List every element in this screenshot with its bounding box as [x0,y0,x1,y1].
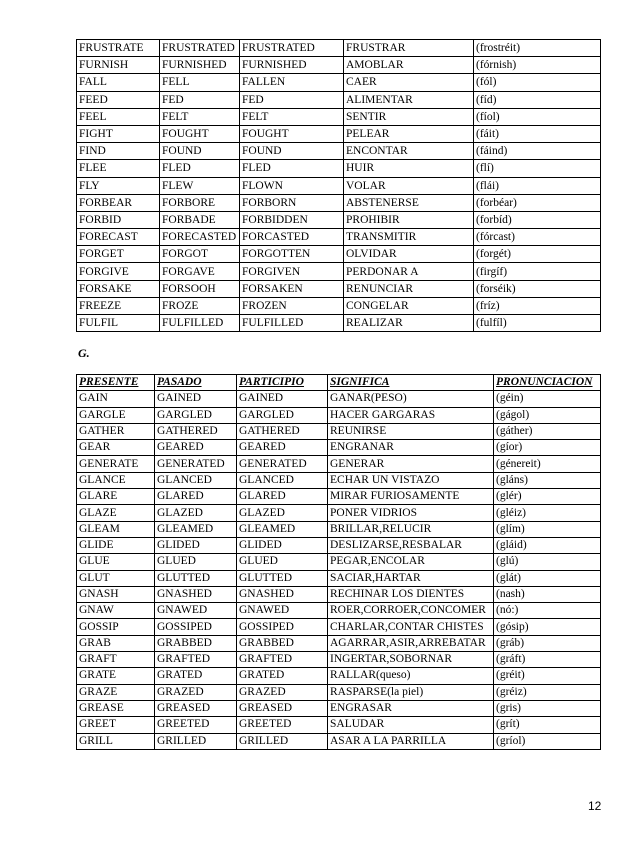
participle-cell: FURNISHED [240,57,344,74]
pronunciation-cell: (gráb) [494,635,601,651]
past-cell: FED [160,91,240,108]
pronunciation-cell: (nash) [494,586,601,602]
past-cell: GRAZED [155,684,237,700]
table-row [77,74,601,91]
pronunciation-cell: (firgíf) [474,263,601,280]
present-cell: GLIDE [77,537,155,553]
present-cell: GOSSIP [77,619,155,635]
table-header-row [77,375,601,391]
present-cell: GRATE [77,668,155,684]
present-cell: GLUT [77,570,155,586]
table-row [77,263,601,280]
meaning-cell: AMOBLAR [344,57,474,74]
meaning-cell: ENCONTAR [344,143,474,160]
present-cell: FRUSTRATE [77,40,160,57]
participle-cell: FORCASTED [240,229,344,246]
pronunciation-cell: (forbíd) [474,211,601,228]
participle-cell: FORGOTTEN [240,246,344,263]
pronunciation-cell: (gréit) [494,668,601,684]
meaning-cell: CAER [344,74,474,91]
past-cell: GRATED [155,668,237,684]
present-cell: GNAW [77,603,155,619]
table-row [77,489,601,505]
meaning-cell: PONER VIDRIOS [328,505,494,521]
pronunciation-cell: (frostréit) [474,40,601,57]
meaning-cell: RALLAR(queso) [328,668,494,684]
table-row [77,440,601,456]
present-cell: GRILL [77,733,155,749]
table-row [77,160,601,177]
present-cell: FULFIL [77,315,160,332]
participle-cell: FLED [240,160,344,177]
past-cell: FOUND [160,143,240,160]
past-cell: GRABBED [155,635,237,651]
past-cell: FURNISHED [160,57,240,74]
pronunciation-cell: (nó:) [494,603,601,619]
meaning-cell: OLVIDAR [344,246,474,263]
pronunciation-cell: (grít) [494,717,601,733]
table-row [77,297,601,314]
table-row [77,570,601,586]
pronunciation-cell: (fíol) [474,108,601,125]
participle-cell: FLOWN [240,177,344,194]
pronunciation-cell: (glér) [494,489,601,505]
participle-cell: GLEAMED [237,521,328,537]
pronunciation-cell: (fáind) [474,143,601,160]
meaning-cell: INGERTAR,SOBORNAR [328,652,494,668]
past-cell: FLEW [160,177,240,194]
pronunciation-cell: (gríol) [494,733,601,749]
meaning-cell: ENGRANAR [328,440,494,456]
present-cell: GLARE [77,489,155,505]
present-cell: GLEAM [77,521,155,537]
past-cell: FORBADE [160,211,240,228]
table-row [77,57,601,74]
past-cell: GLAZED [155,505,237,521]
participle-cell: GENERATED [237,456,328,472]
past-cell: FORGOT [160,246,240,263]
participle-cell: FOUGHT [240,125,344,142]
participle-cell: FED [240,91,344,108]
past-cell: FORSOOH [160,280,240,297]
present-cell: GRAFT [77,652,155,668]
past-cell: FOUGHT [160,125,240,142]
participle-cell: FALLEN [240,74,344,91]
meaning-cell: ECHAR UN VISTAZO [328,472,494,488]
table-row [77,537,601,553]
participle-cell: FORBORN [240,194,344,211]
table-row [77,211,601,228]
table-row [77,143,601,160]
pronunciation-cell: (gláns) [494,472,601,488]
past-cell: GREETED [155,717,237,733]
past-cell: GRILLED [155,733,237,749]
table-row [77,246,601,263]
table-row [77,505,601,521]
participle-cell: GARGLED [237,407,328,423]
pronunciation-cell: (fíd) [474,91,601,108]
pronunciation-cell: (forgét) [474,246,601,263]
pronunciation-cell: (gris) [494,700,601,716]
present-cell: FLEE [77,160,160,177]
pronunciation-cell: (glú) [494,554,601,570]
pronunciation-cell: (fórcast) [474,229,601,246]
participle-cell: FROZEN [240,297,344,314]
participle-cell: FORBIDDEN [240,211,344,228]
table-row [77,684,601,700]
participle-cell: GRATED [237,668,328,684]
participle-cell: FOUND [240,143,344,160]
past-cell: FRUSTRATED [160,40,240,57]
past-cell: GATHERED [155,423,237,439]
present-cell: GNASH [77,586,155,602]
pronunciation-cell: (gráft) [494,652,601,668]
meaning-cell: SENTIR [344,108,474,125]
meaning-cell: REUNIRSE [328,423,494,439]
pronunciation-cell: (gréiz) [494,684,601,700]
participle-cell: FULFILLED [240,315,344,332]
past-cell: FORBORE [160,194,240,211]
participle-cell: GRAFTED [237,652,328,668]
participle-cell: GATHERED [237,423,328,439]
table-row [77,521,601,537]
meaning-cell: ALIMENTAR [344,91,474,108]
pronunciation-cell: (gágol) [494,407,601,423]
meaning-cell: VOLAR [344,177,474,194]
meaning-cell: CONGELAR [344,297,474,314]
table-row [77,407,601,423]
pronunciation-cell: (gléiz) [494,505,601,521]
pronunciation-cell: (forséik) [474,280,601,297]
past-cell: GREASED [155,700,237,716]
table-row [77,733,601,749]
meaning-cell: GENERAR [328,456,494,472]
present-cell: GRAB [77,635,155,651]
pronunciation-cell: (forbéar) [474,194,601,211]
meaning-cell: PROHIBIR [344,211,474,228]
pronunciation-cell: (flí) [474,160,601,177]
past-cell: GLIDED [155,537,237,553]
present-cell: FURNISH [77,57,160,74]
table-row [77,125,601,142]
present-cell: FORBID [77,211,160,228]
participle-cell: FELT [240,108,344,125]
present-cell: FIGHT [77,125,160,142]
meaning-cell: ENGRASAR [328,700,494,716]
past-cell: FORECASTED [160,229,240,246]
past-cell: GLUED [155,554,237,570]
present-cell: FEED [77,91,160,108]
present-cell: GARGLE [77,407,155,423]
present-cell: FALL [77,74,160,91]
pronunciation-cell: (glím) [494,521,601,537]
header-significa: SIGNIFICA [328,375,494,391]
present-cell: FLY [77,177,160,194]
table-row [77,229,601,246]
table-row [77,603,601,619]
meaning-cell: SALUDAR [328,717,494,733]
table-row [77,668,601,684]
meaning-cell: RECHINAR LOS DIENTES [328,586,494,602]
present-cell: GLUE [77,554,155,570]
meaning-cell: ROER,CORROER,CONCOMER [328,603,494,619]
pronunciation-cell: (génereit) [494,456,601,472]
present-cell: FORECAST [77,229,160,246]
table-row [77,717,601,733]
meaning-cell: FRUSTRAR [344,40,474,57]
participle-cell: GRILLED [237,733,328,749]
participle-cell: FORSAKEN [240,280,344,297]
past-cell: GNASHED [155,586,237,602]
past-cell: GRAFTED [155,652,237,668]
present-cell: FEEL [77,108,160,125]
header-presente: PRESENTE [77,375,155,391]
present-cell: FIND [77,143,160,160]
table-row [77,315,601,332]
meaning-cell: BRILLAR,RELUCIR [328,521,494,537]
participle-cell: GOSSIPED [237,619,328,635]
participle-cell: GREASED [237,700,328,716]
page-number: 12 [588,799,602,813]
past-cell: FLED [160,160,240,177]
table-row [77,586,601,602]
table-row [77,456,601,472]
past-cell: GENERATED [155,456,237,472]
past-cell: GARGLED [155,407,237,423]
present-cell: GLAZE [77,505,155,521]
meaning-cell: PERDONAR A [344,263,474,280]
table-row [77,91,601,108]
verb-table-g [76,374,601,750]
table-row [77,652,601,668]
participle-cell: GAINED [237,391,328,407]
present-cell: GRAZE [77,684,155,700]
past-cell: FULFILLED [160,315,240,332]
meaning-cell: RASPARSE(la piel) [328,684,494,700]
present-cell: FORGET [77,246,160,263]
present-cell: FREEZE [77,297,160,314]
meaning-cell: CHARLAR,CONTAR CHISTES [328,619,494,635]
meaning-cell: SACIAR,HARTAR [328,570,494,586]
past-cell: FROZE [160,297,240,314]
meaning-cell: ABSTENERSE [344,194,474,211]
past-cell: GNAWED [155,603,237,619]
present-cell: FORGIVE [77,263,160,280]
pronunciation-cell: (fórnish) [474,57,601,74]
meaning-cell: DESLIZARSE,RESBALAR [328,537,494,553]
pronunciation-cell: (gáther) [494,423,601,439]
present-cell: GENERATE [77,456,155,472]
participle-cell: GRAZED [237,684,328,700]
participle-cell: GRABBED [237,635,328,651]
table-row [77,700,601,716]
pronunciation-cell: (fulfíl) [474,315,601,332]
present-cell: GLANCE [77,472,155,488]
meaning-cell: PELEAR [344,125,474,142]
past-cell: FELL [160,74,240,91]
past-cell: GOSSIPED [155,619,237,635]
participle-cell: FRUSTRATED [240,40,344,57]
table-row [77,177,601,194]
pronunciation-cell: (gláid) [494,537,601,553]
header-pasado: PASADO [155,375,237,391]
present-cell: GREASE [77,700,155,716]
pronunciation-cell: (géin) [494,391,601,407]
table-row [77,619,601,635]
participle-cell: GLIDED [237,537,328,553]
present-cell: GEAR [77,440,155,456]
pronunciation-cell: (glát) [494,570,601,586]
table-row [77,472,601,488]
meaning-cell: MIRAR FURIOSAMENTE [328,489,494,505]
participle-cell: GLANCED [237,472,328,488]
past-cell: GAINED [155,391,237,407]
table-row [77,391,601,407]
pronunciation-cell: (flái) [474,177,601,194]
pronunciation-cell: (fól) [474,74,601,91]
participle-cell: GLUED [237,554,328,570]
meaning-cell: TRANSMITIR [344,229,474,246]
participle-cell: GLAZED [237,505,328,521]
pronunciation-cell: (gósip) [494,619,601,635]
participle-cell: FORGIVEN [240,263,344,280]
past-cell: GLEAMED [155,521,237,537]
meaning-cell: GANAR(PESO) [328,391,494,407]
present-cell: GREET [77,717,155,733]
header-participio: PARTICIPIO [237,375,328,391]
present-cell: FORBEAR [77,194,160,211]
past-cell: FELT [160,108,240,125]
section-heading-g: G. [78,346,90,360]
table-row [77,280,601,297]
table-row [77,423,601,439]
past-cell: GLUTTED [155,570,237,586]
past-cell: GLANCED [155,472,237,488]
participle-cell: GLUTTED [237,570,328,586]
table-row [77,40,601,57]
meaning-cell: ASAR A LA PARRILLA [328,733,494,749]
verb-table-f [76,39,601,332]
participle-cell: GNAWED [237,603,328,619]
header-pronunciacion: PRONUNCIACION [494,375,601,391]
participle-cell: GREETED [237,717,328,733]
pronunciation-cell: (gíor) [494,440,601,456]
present-cell: FORSAKE [77,280,160,297]
table-row [77,635,601,651]
meaning-cell: AGARRAR,ASIR,ARREBATAR [328,635,494,651]
table-row [77,108,601,125]
present-cell: GAIN [77,391,155,407]
meaning-cell: PEGAR,ENCOLAR [328,554,494,570]
participle-cell: GEARED [237,440,328,456]
participle-cell: GNASHED [237,586,328,602]
meaning-cell: REALIZAR [344,315,474,332]
meaning-cell: RENUNCIAR [344,280,474,297]
table-row [77,554,601,570]
pronunciation-cell: (fáit) [474,125,601,142]
meaning-cell: HACER GARGARAS [328,407,494,423]
present-cell: GATHER [77,423,155,439]
meaning-cell: HUIR [344,160,474,177]
table-row [77,194,601,211]
participle-cell: GLARED [237,489,328,505]
past-cell: GLARED [155,489,237,505]
pronunciation-cell: (fríz) [474,297,601,314]
past-cell: GEARED [155,440,237,456]
past-cell: FORGAVE [160,263,240,280]
